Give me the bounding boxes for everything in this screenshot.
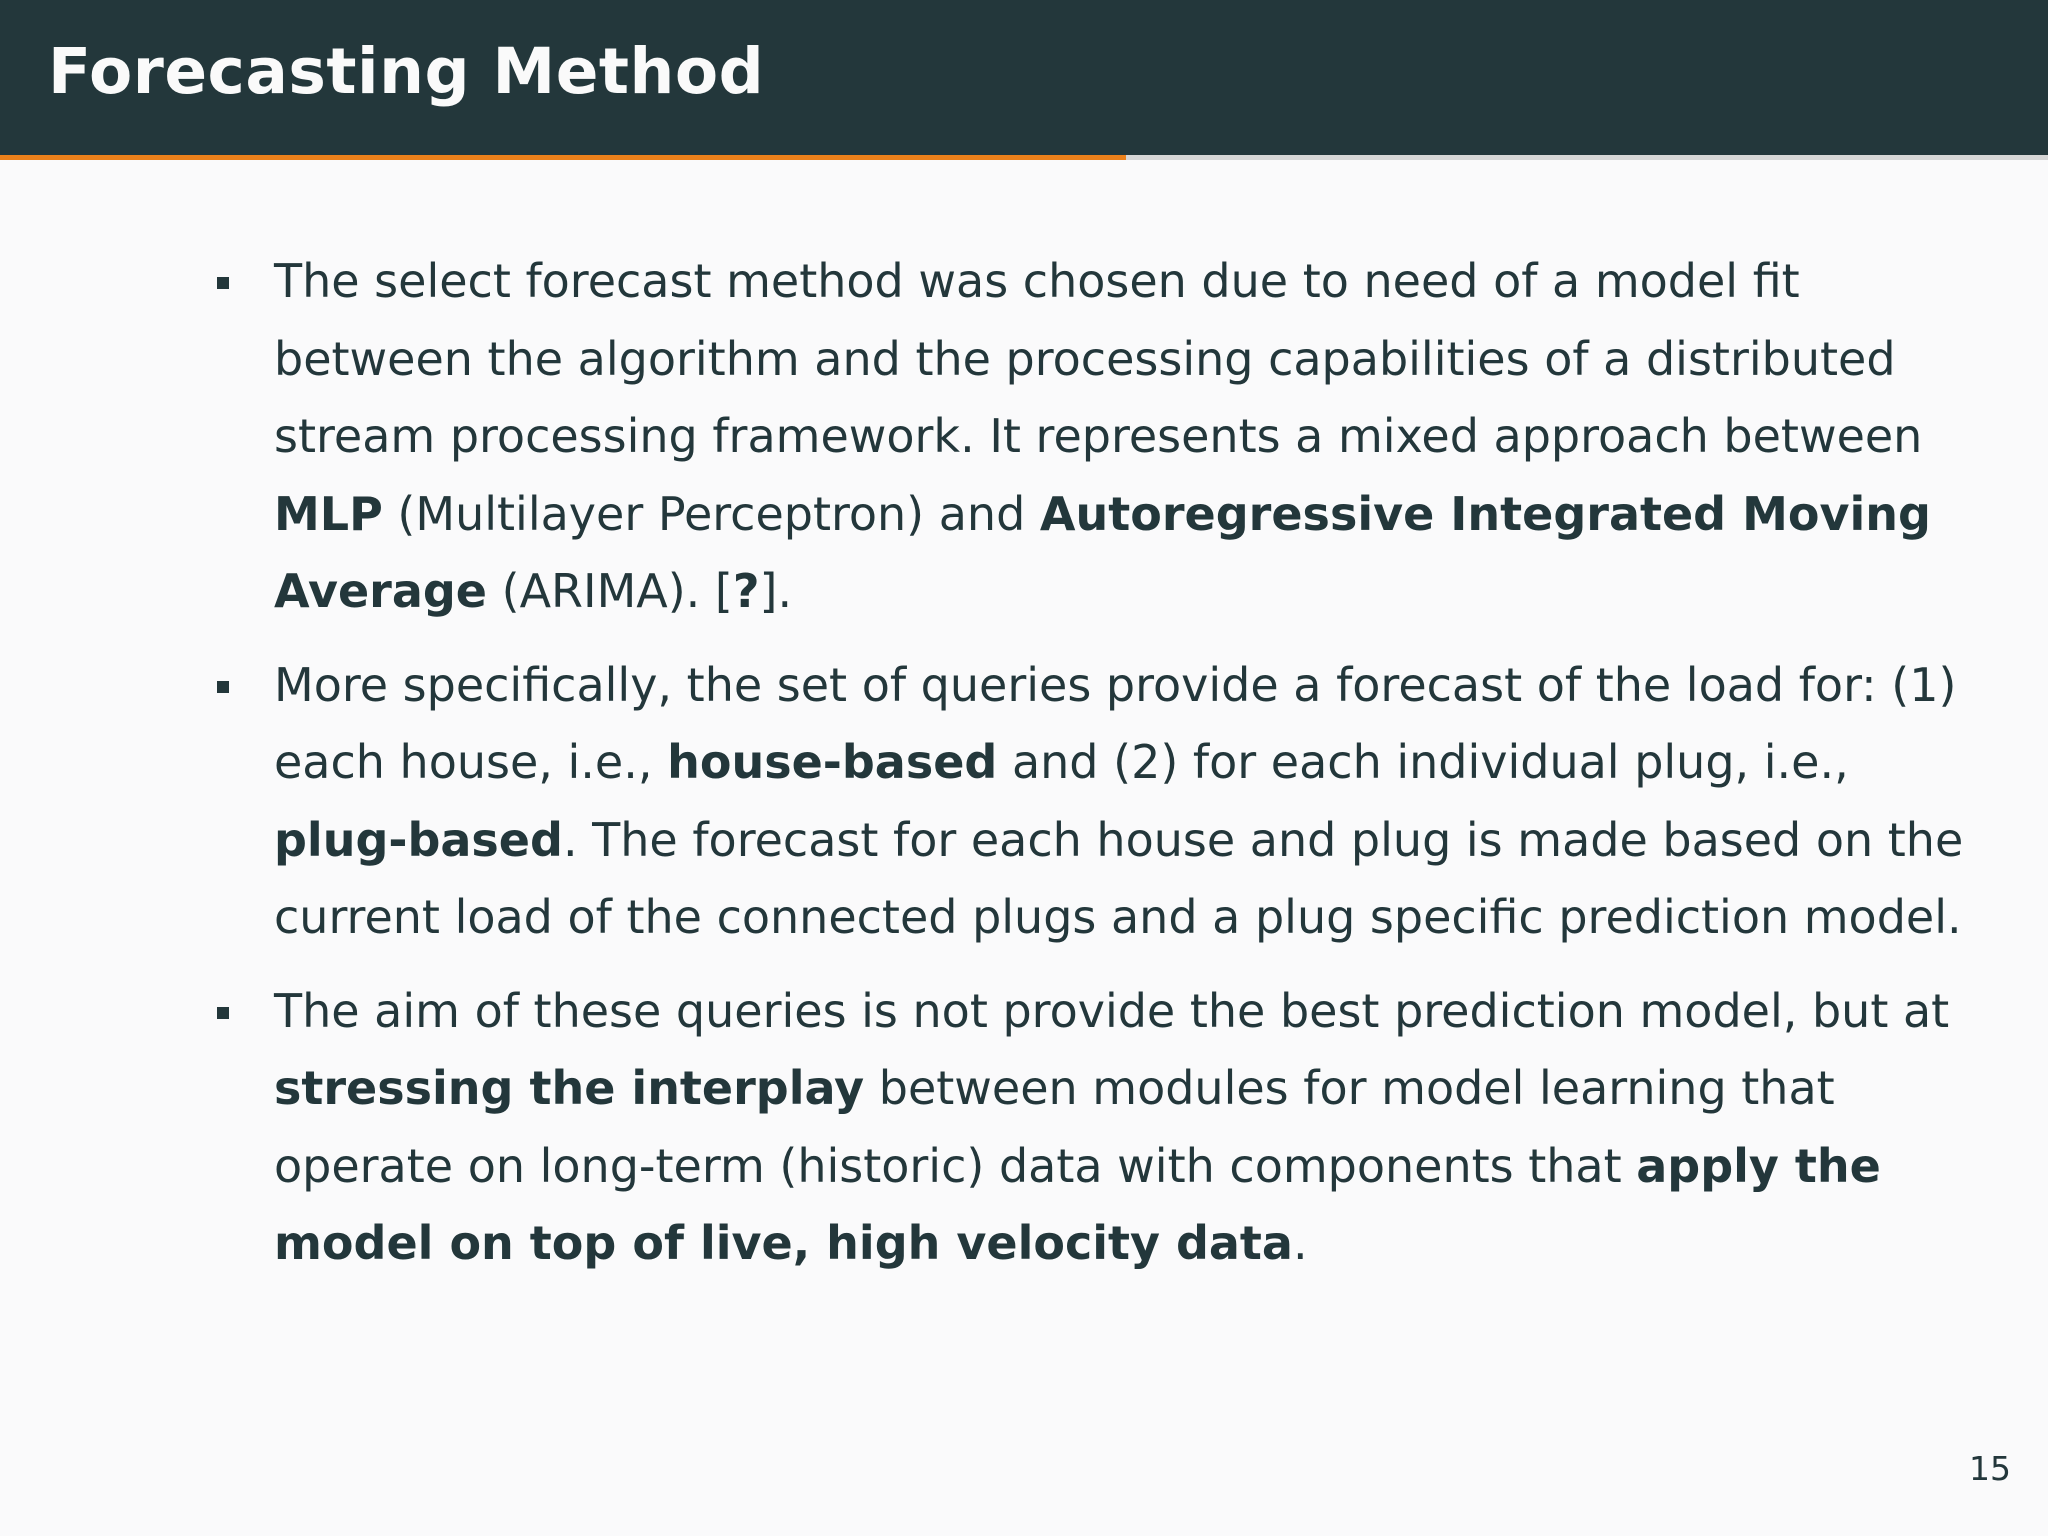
- text: between modules for model learning that operate on long-term (historic) data with components that: [274, 1061, 1835, 1193]
- text: The select forecast method was chosen due to need of a model fit between the algorithm and the processing capabilities of a distributed stream processing framework. It represents a mixed approach between: [274, 254, 1923, 463]
- bullet-square-icon: [217, 277, 229, 289]
- text: The aim of these queries is not provide the best prediction model, but at: [274, 983, 1950, 1038]
- bullet-square-icon: [217, 1007, 229, 1019]
- bullet-list: [0, 243, 2048, 1283]
- bold-text: plug-based: [274, 812, 563, 867]
- bold-text: house-based: [667, 735, 998, 789]
- text: More specifically, the set of queries provide a forecast of the load for: (1) each house, i.e.,: [274, 657, 1957, 789]
- text: (Multilayer Perceptron) and: [382, 486, 1040, 541]
- slide-header: [0, 0, 2048, 155]
- bullet-item: [0, 647, 2048, 957]
- bold-text: stressing the interplay: [274, 1061, 865, 1115]
- bold-text: Autoregressive Integrated Moving Average: [274, 486, 1931, 618]
- page-number: 15: [1969, 1449, 2011, 1488]
- progress-bar-fill: [0, 155, 1126, 160]
- text: and (2) for each individual plug, i.e.,: [997, 735, 1849, 789]
- progress-bar: [0, 155, 2048, 160]
- bullet-square-icon: [217, 681, 229, 693]
- bold-text: apply the model on top of live, high velocity data: [274, 1138, 1881, 1270]
- bold-text: ?: [732, 564, 760, 618]
- bullet-item: [0, 243, 2048, 631]
- bold-text: MLP: [274, 486, 383, 541]
- text: ].: [759, 564, 793, 618]
- text: .: [1292, 1216, 1308, 1270]
- text: . The forecast for each house and plug is made based on the current load of the connected plugs and a plug specific prediction model.: [274, 812, 1964, 944]
- text: (ARIMA). [: [487, 564, 733, 618]
- bullet-item: [0, 973, 2048, 1283]
- slide-body: [0, 243, 2048, 1299]
- slide-title: Forecasting Method: [48, 35, 765, 108]
